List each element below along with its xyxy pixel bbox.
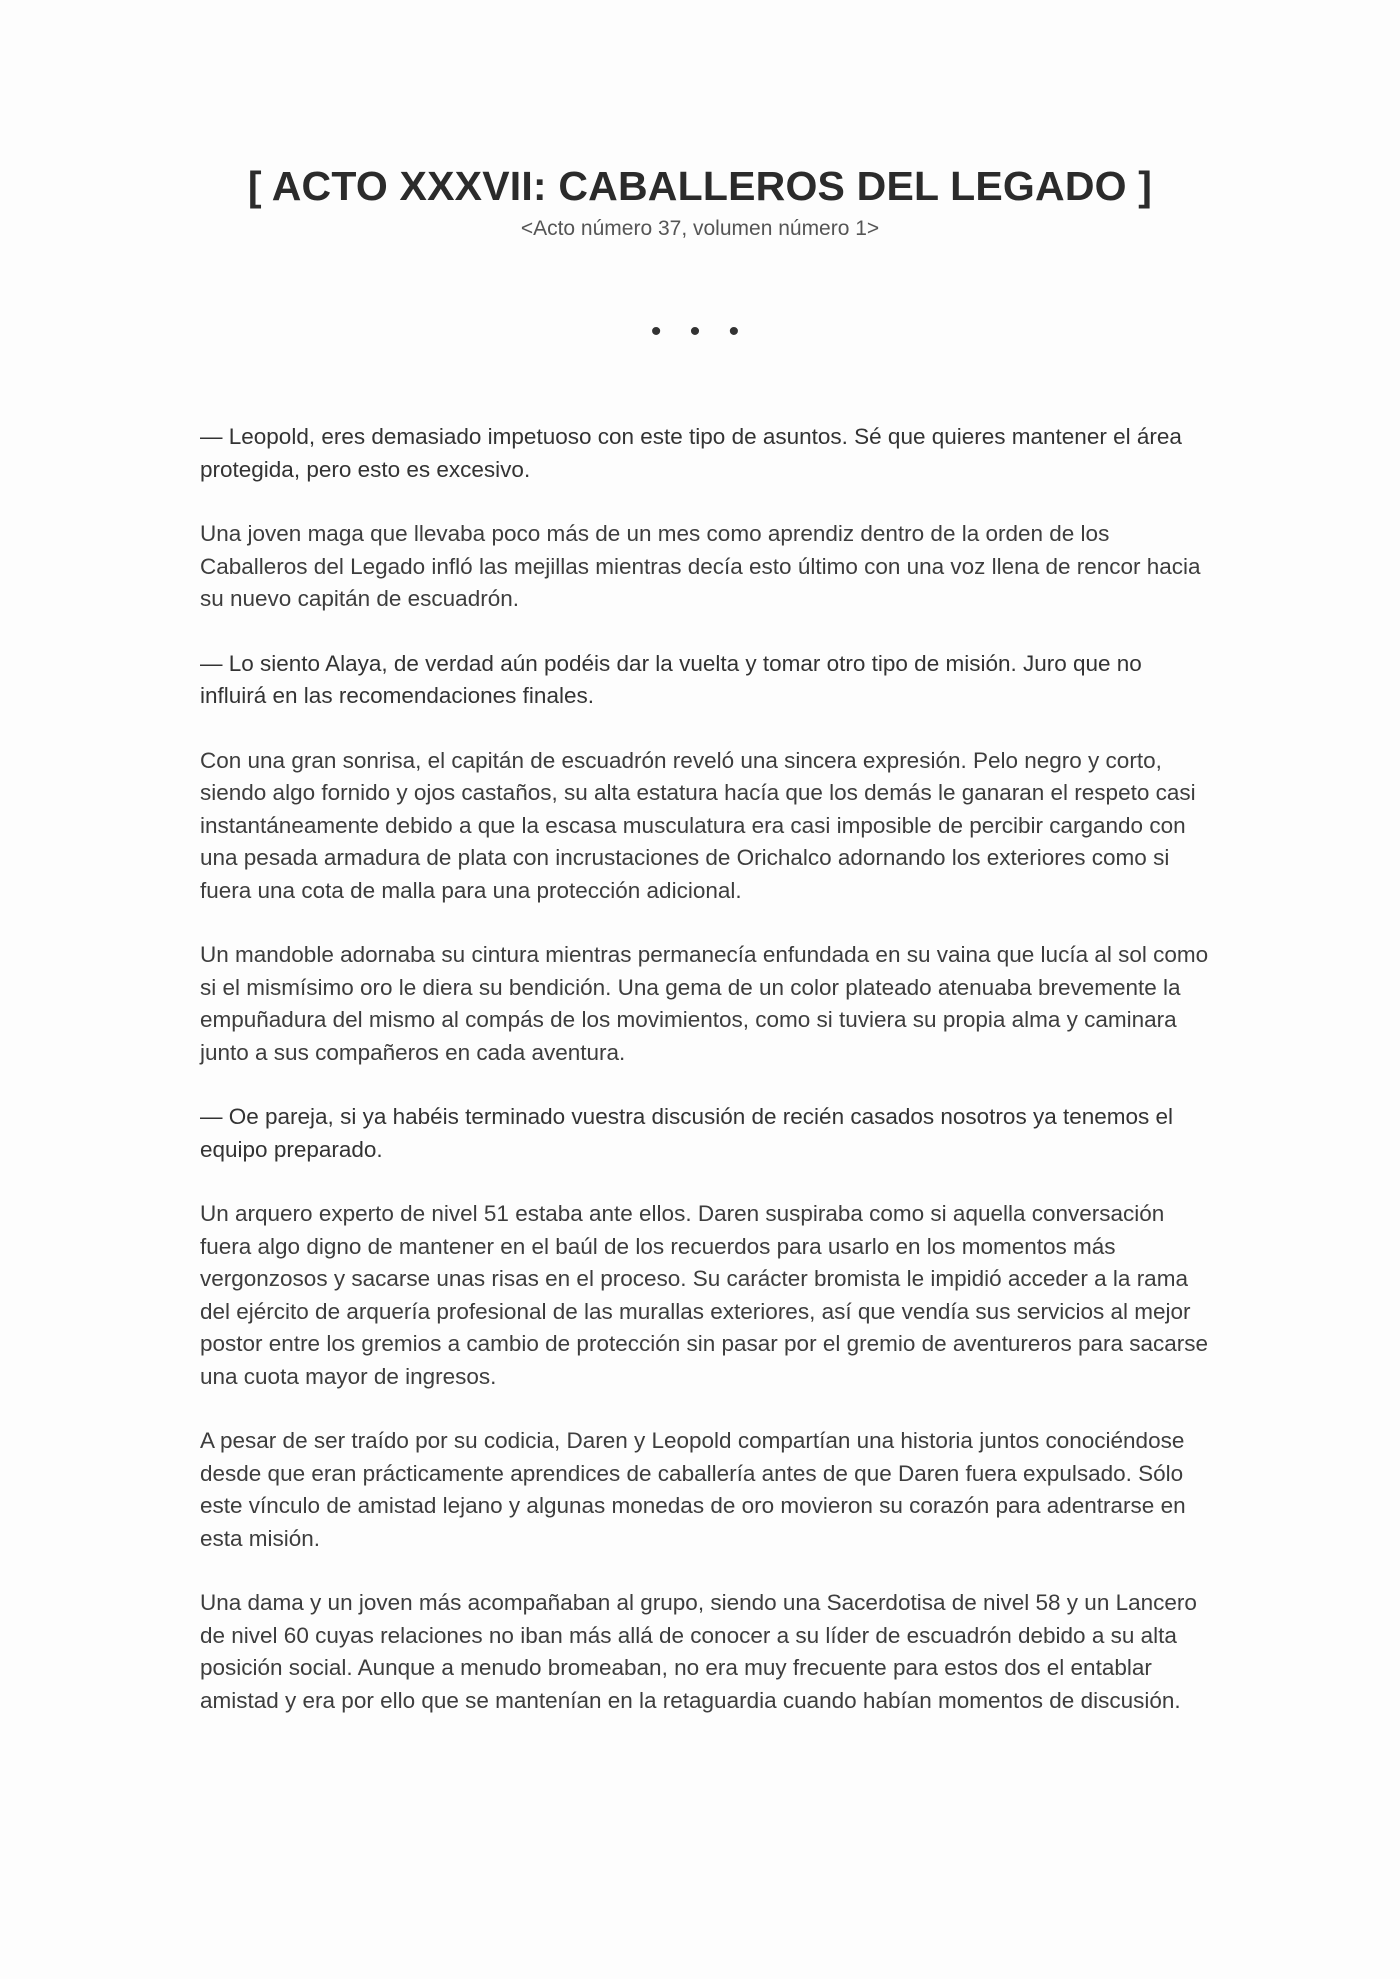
- document-body: [200, 421, 1210, 1749]
- chapter-title: [ ACTO XXXVII: CABALLEROS DEL LEGADO ]: [247, 163, 1153, 209]
- paragraph: Una dama y un joven más acompañaban al grupo, siendo una Sacerdotisa de nivel 58 y un Lancero de nivel 60 cuyas relaciones no iban más allá de conocer a su líder de escuadrón debido a su alta posición social. Aunque a menudo bromeaban, no era muy frecuente para estos dos el entablar amistad y era por ello que se mantenían en la retaguardia cuando habían momentos de discusión.: [200, 1590, 1197, 1713]
- paragraph: Un arquero experto de nivel 51 estaba ante ellos. Daren suspiraba como si aquella conversación fuera algo digno de mantener en el baúl de los recuerdos para usarlo en los momentos más vergonzosos y sacarse unas risas en el proceso. Su carácter bromista le impidió acceder a la rama del ejército de arquería profesional de las murallas exteriores, así que vendía sus servicios al mejor postor entre los gremios a cambio de protección sin pasar por el gremio de aventureros para sacarse una cuota mayor de ingresos.: [200, 1201, 1209, 1389]
- paragraph-dialog: — Lo siento Alaya, de verdad aún podéis dar la vuelta y tomar otro tipo de misión. Juro que no influirá en las recomendaciones finales.: [200, 650, 1142, 708]
- section-separator: • • •: [650, 315, 750, 348]
- paragraph: A pesar de ser traído por su codicia, Daren y Leopold compartían una historia juntos conociéndose desde que eran prácticamente aprendices de caballería antes de que Daren fuera expulsado. Sólo este vínculo de amistad lejano y algunas monedas de oro movieron su corazón para adentrarse en esta misión.: [200, 1428, 1186, 1551]
- chapter-subtitle: <Acto número 37, volumen número 1>: [520, 217, 880, 240]
- paragraph: Con una gran sonrisa, el capitán de escuadrón reveló una sincera expresión. Pelo negro y corto, siendo algo fornido y ojos castaños, su alta estatura hacía que los demás le ganaran el respeto casi instantáneamente debido a que la escasa musculatura era casi imposible de percibir cargando con una pesada armadura de plata con incrustaciones de Orichalco adornando los exteriores como si fuera una cota de malla para una protección adicional.: [200, 747, 1196, 903]
- paragraph-dialog: — Leopold, eres demasiado impetuoso con este tipo de asuntos. Sé que quieres mantener el área protegida, pero esto es excesivo.: [200, 424, 1182, 482]
- paragraph: Una joven maga que llevaba poco más de un mes como aprendiz dentro de la orden de los Caballeros del Legado infló las mejillas mientras decía esto último con una voz llena de rencor hacia su nuevo capitán de escuadrón.: [200, 521, 1201, 611]
- title-block: [0, 160, 1400, 244]
- paragraph: Un mandoble adornaba su cintura mientras permanecía enfundada en su vaina que lucía al sol como si el mismísimo oro le diera su bendición. Una gema de un color plateado atenuaba brevemente la empuñadura del mismo al compás de los movimientos, como si tuviera su propia alma y caminara junto a sus compañeros en cada aventura.: [200, 942, 1209, 1065]
- paragraph-dialog: — Oe pareja, si ya habéis terminado vuestra discusión de recién casados nosotros ya tenemos el equipo preparado.: [200, 1104, 1174, 1162]
